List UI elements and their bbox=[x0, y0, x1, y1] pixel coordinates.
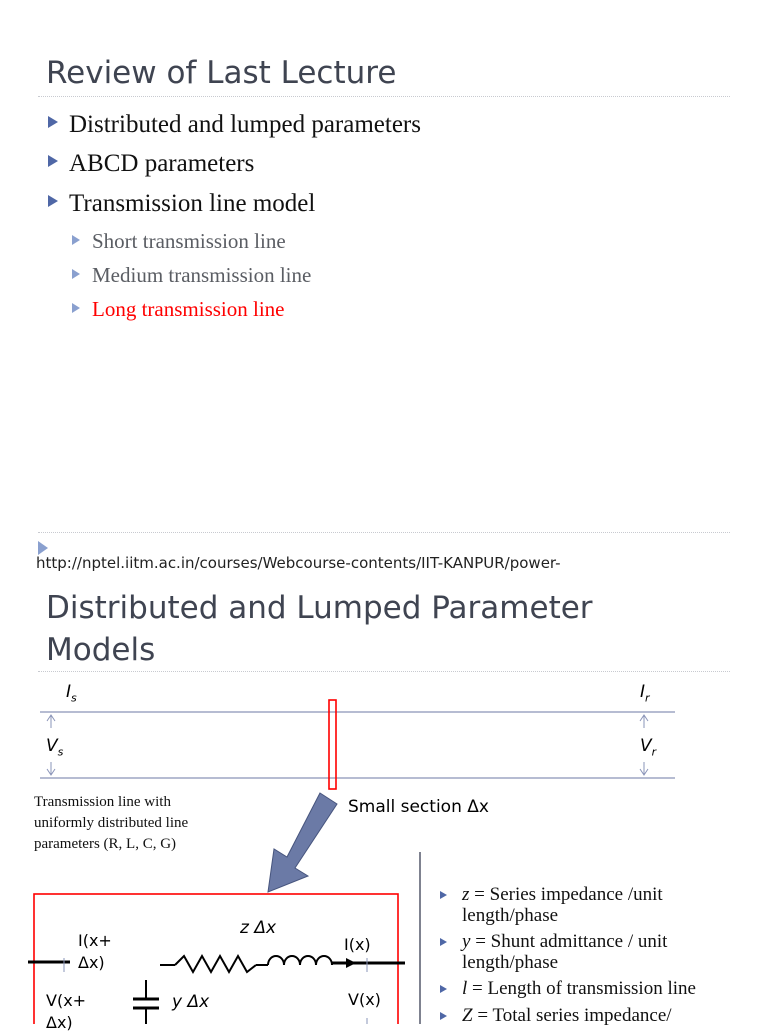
z-dx-label: z Δx bbox=[240, 918, 277, 938]
vs-label: $V_s$ bbox=[46, 736, 64, 759]
slide2-title-line2: Models bbox=[46, 632, 156, 668]
bullet-arrow-icon bbox=[440, 891, 447, 899]
bullet-abcd: ABCD parameters bbox=[48, 149, 254, 179]
bullet-arrow-icon bbox=[440, 1012, 447, 1020]
slide2-title-line1: Distributed and Lumped Parameter bbox=[46, 590, 593, 626]
source-link[interactable]: http://nptel.iitm.ac.in/courses/Webcourse-contents/IIT-KANPUR/power- bbox=[36, 554, 561, 572]
v-x-dx-label: V(x+ Δx) bbox=[46, 991, 87, 1032]
small-section-label: Small section Δx bbox=[348, 797, 489, 817]
inductor-icon bbox=[268, 956, 332, 965]
i-x-label: I(x) bbox=[344, 935, 371, 954]
page: Review of Last Lecture Distributed and lumped parameters ABCD parameters Transmission line model Short transmission line Medium transmission line Long transmission line http://nptel.iitm.ac.in/courses/Webcourse-contents/IIT-KANPUR/power- Distributed and Lumped Parameter Models $I_s$ $I_r$ $V_s$ $V_r$ Transmission line with uniformly distributed line parameters (R, L, C, G) Small section Δx z Δx y Δx I(x+ Δx) I(x) V(x+ Δx) V(x) z = Series impedance /unit length/phase y = Shunt admittance / unit length/phase l = Length of transmission line Z = Total series impedance/ bbox=[0, 0, 768, 1024]
resistor-icon bbox=[175, 956, 256, 972]
sub-bullet-medium: Medium transmission line bbox=[72, 262, 311, 288]
bullet-distributed: Distributed and lumped parameters bbox=[48, 110, 421, 140]
bullet-model: Transmission line model bbox=[48, 189, 315, 219]
vr-label: $V_r$ bbox=[640, 736, 657, 759]
ir-label: $I_r$ bbox=[640, 682, 650, 705]
bullet-arrow-icon bbox=[440, 938, 447, 946]
sub-bullet-long: Long transmission line bbox=[72, 296, 285, 322]
is-label: $I_s$ bbox=[66, 682, 77, 705]
small-section-box bbox=[329, 700, 336, 789]
zoom-arrow-icon bbox=[268, 793, 337, 892]
v-x-label: V(x) bbox=[348, 990, 381, 1009]
i-x-dx-label: I(x+ Δx) bbox=[78, 931, 112, 972]
sub-bullet-short: Short transmission line bbox=[72, 228, 286, 254]
slide1-title: Review of Last Lecture bbox=[46, 55, 397, 91]
y-dx-label: y Δx bbox=[172, 992, 210, 1012]
bullet-arrow-icon bbox=[440, 985, 447, 993]
line-caption: Transmission line with uniformly distributed line parameters (R, L, C, G) bbox=[34, 794, 189, 852]
